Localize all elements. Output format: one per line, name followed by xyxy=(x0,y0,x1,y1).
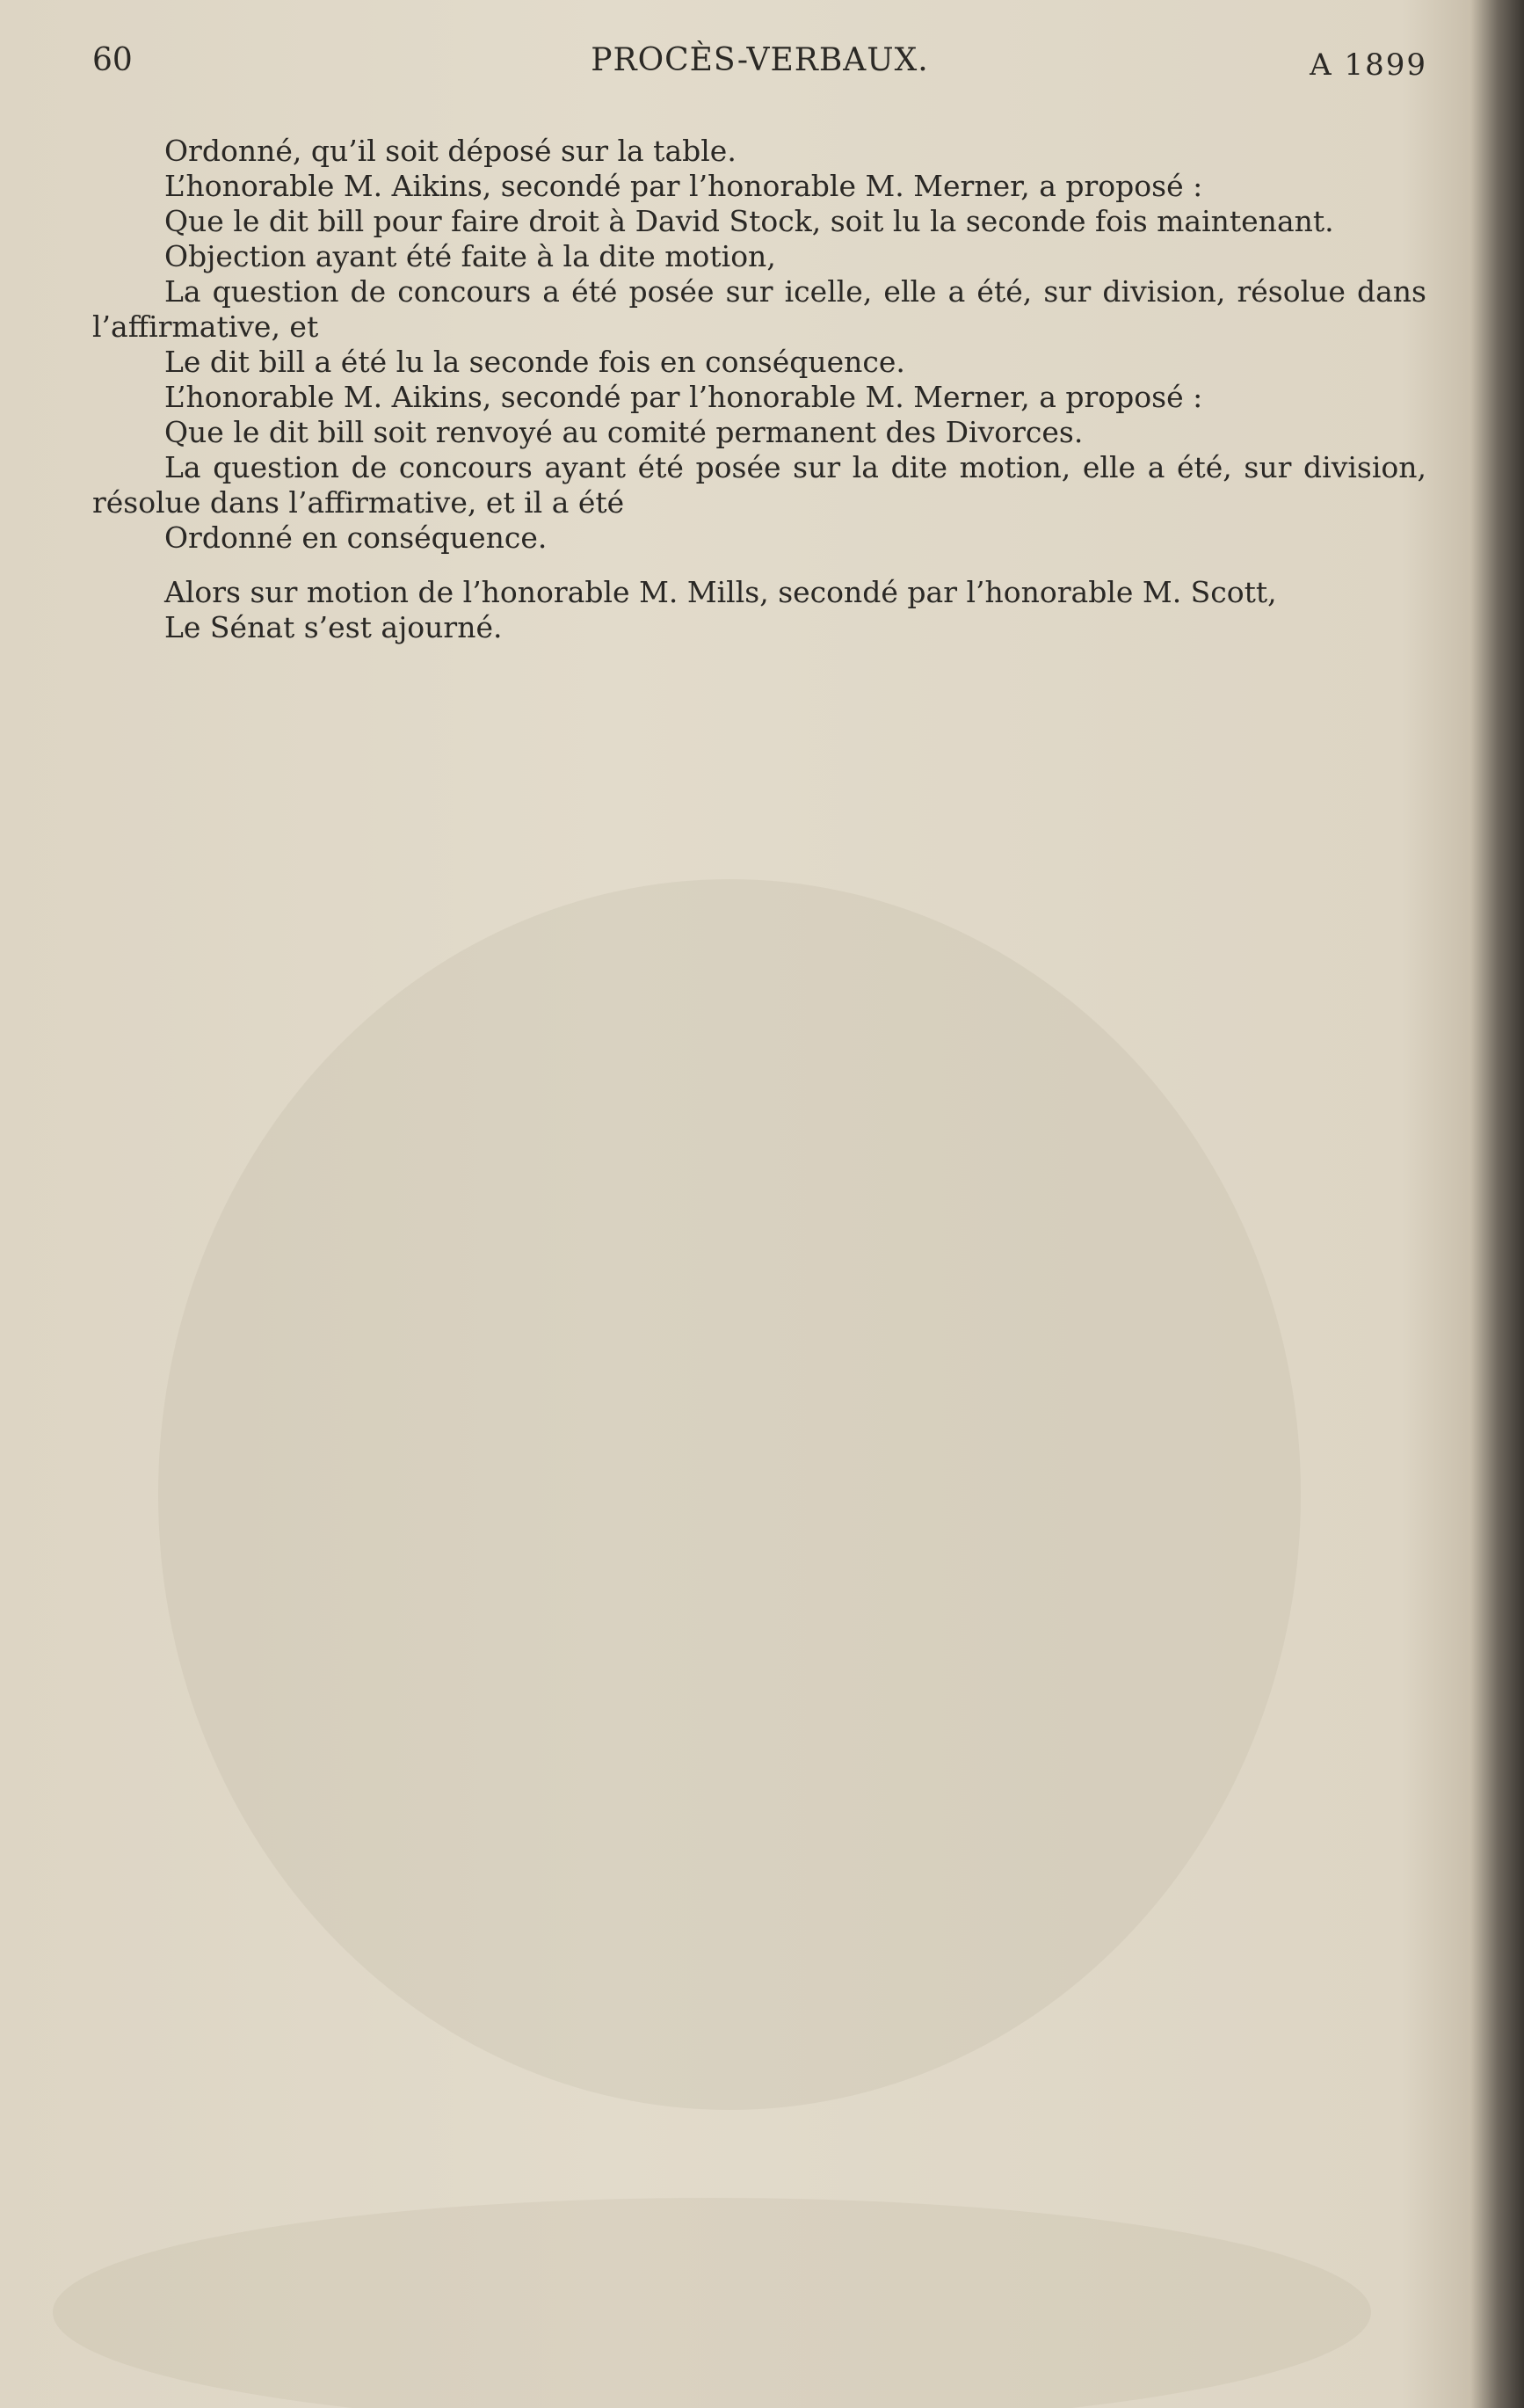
closing-paragraph: Alors sur motion de l’honorable M. Mills, secondé par l’honorable M. Scott, xyxy=(164,575,1277,609)
paragraph-spacer xyxy=(92,556,1426,575)
paragraph: La question de concours a été posée sur icelle, elle a été, sur division, résolue dans l’affirmative, et xyxy=(92,274,1426,344)
paragraph: La question de concours ayant été posée sur la dite motion, elle a été, sur division, résolue dans l’affirmative, et il a été xyxy=(92,450,1426,520)
paragraph: Objection ayant été faite à la dite motion, xyxy=(164,239,776,273)
paragraph: Le dit bill a été lu la seconde fois en conséquence. xyxy=(164,345,905,379)
paragraph: Que le dit bill soit renvoyé au comité permanent des Divorces. xyxy=(164,415,1084,449)
paragraph: L’honorable M. Aikins, secondé par l’honorable M. Merner, a proposé : xyxy=(164,169,1203,203)
paper-stain xyxy=(53,2198,1371,2408)
paragraph: Ordonné, qu’il soit déposé sur la table. xyxy=(164,134,737,168)
paragraph: L’honorable M. Aikins, secondé par l’honorable M. Merner, a proposé : xyxy=(164,380,1203,414)
paragraph: Que le dit bill pour faire droit à David Stock, soit lu la seconde fois maintenant. xyxy=(164,204,1334,238)
page-header xyxy=(92,42,1427,95)
closing-paragraph: Le Sénat s’est ajourné. xyxy=(164,610,503,644)
year-marker: A 1899 xyxy=(1310,47,1427,83)
running-title: PROCÈS-VERBAUX. xyxy=(591,42,929,78)
minutes-text xyxy=(92,134,1426,645)
paper-stain xyxy=(158,879,1301,2110)
page-number: 60 xyxy=(92,42,133,78)
paragraph: Ordonné en conséquence. xyxy=(164,520,548,555)
